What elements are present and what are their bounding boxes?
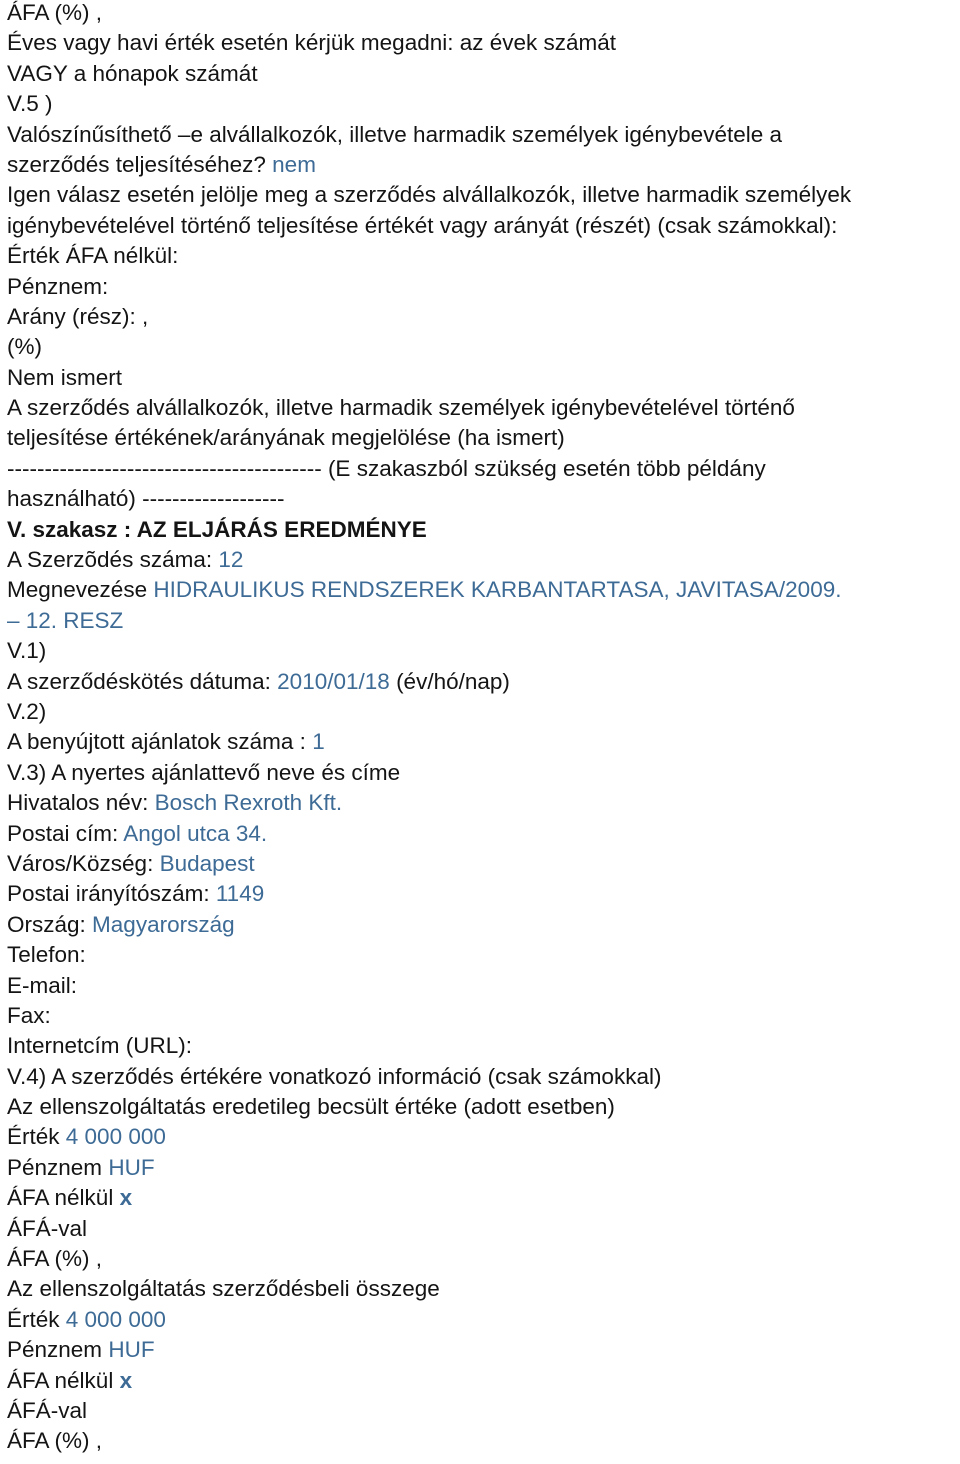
estimated-excl-vat-mark: x (119, 1185, 133, 1211)
contract-vat-rate-line: ÁFA (%) , (7, 1428, 103, 1454)
section-v3-heading: V.3) A nyertes ajánlattevő neve és címe (7, 759, 401, 785)
section-v-heading: V. szakasz : AZ ELJÁRÁS EREDMÉNYE (7, 516, 427, 542)
contract-value-line: Érték 4 000 000 (7, 1306, 166, 1332)
contract-title-line-cont (7, 606, 960, 636)
offers-count-line: A benyújtott ajánlatok száma : 1 (7, 729, 325, 755)
postal-address-line: Postai cím: Angol utca 34. (7, 820, 268, 846)
contract-number-line: A Szerzõdés száma: 12 (7, 547, 244, 573)
url-label: Internetcím (URL): (7, 1033, 193, 1059)
email-label: E-mail: (7, 972, 78, 998)
contract-number-value: 12 (218, 547, 244, 573)
postal-code-line: Postai irányítószám: 1149 (7, 881, 265, 907)
contract-value-heading: Az ellenszolgáltatás szerződésbeli összege (7, 1276, 440, 1302)
estimated-value: 4 000 000 (65, 1124, 166, 1150)
subcontract-instructions-cont: igénybevételével történő teljesítése értékét vagy arányát (részét) (csak számokkal): (7, 212, 838, 238)
section-v4-heading: V.4) A szerződés értékére vonatkozó információ (csak számokkal) (7, 1063, 662, 1089)
percent-label: (%) (7, 334, 42, 360)
annual-monthly-note: Éves vagy havi érték esetén kérjük megadni: az évek számát (7, 30, 617, 56)
subcontract-value-note: A szerződés alvállalkozók, illetve harmadik személyek igénybevételével történő (7, 395, 795, 421)
country-line: Ország: Magyarország (7, 911, 235, 937)
phone-label: Telefon: (7, 942, 86, 968)
contract-date-line: A szerződéskötés dátuma: 2010/01/18 (év/hó/nap) (7, 668, 510, 694)
estimated-value-heading: Az ellenszolgáltatás eredetileg becsült értéke (adott esetben) (7, 1094, 615, 1120)
contract-title-line: Megnevezése HIDRAULIKUS RENDSZEREK KARBANTARTASA, JAVITASA/2009. (7, 577, 842, 603)
subcontract-instructions: Igen válasz esetén jelölje meg a szerződés alvállalkozók, illetve harmadik személyek (7, 182, 852, 208)
official-name-line: Hivatalos név: Bosch Rexroth Kft. (7, 790, 343, 816)
estimated-value-line: Érték 4 000 000 (7, 1124, 166, 1150)
proportion-label: Arány (rész): , (7, 303, 149, 329)
contract-excl-vat-mark: x (119, 1367, 133, 1393)
estimated-incl-vat-line: ÁFÁ-val (7, 1215, 88, 1241)
contract-title-value: HIDRAULIKUS RENDSZEREK KARBANTARTASA, JAVITASA/2009. (153, 577, 842, 603)
contract-incl-vat-line: ÁFÁ-val (7, 1397, 88, 1423)
vat-rate-line: ÁFA (%) , (7, 0, 103, 25)
estimated-currency-line: Pénznem HUF (7, 1154, 155, 1180)
unknown-label: Nem ismert (7, 364, 123, 390)
contract-excl-vat-line: ÁFA nélkül x (7, 1367, 133, 1393)
subcontract-question: Valószínűsíthető –e alvállalkozók, illetve harmadik személyek igénybevétele a (7, 121, 782, 147)
estimated-excl-vat-line: ÁFA nélkül x (7, 1185, 133, 1211)
section-separator: ------------------------------------------ (E szakaszból szükség esetén több példány (7, 455, 766, 481)
postal-code-value: 1149 (215, 881, 265, 907)
contract-currency-line: Pénznem HUF (7, 1337, 155, 1363)
estimated-vat-rate-line: ÁFA (%) , (7, 1246, 103, 1272)
section-v2-label: V.2) (7, 698, 47, 724)
section-v5-label: V.5 ) (7, 91, 53, 117)
postal-address-value: Angol utca 34. (123, 820, 268, 846)
city-line: Város/Község: Budapest (7, 850, 255, 876)
section-v1-label: V.1) (7, 638, 47, 664)
subcontract-question-cont: szerződés teljesítéséhez? nem (7, 151, 316, 177)
country-value: Magyarország (92, 911, 235, 937)
subcontract-value-note-cont: teljesítése értékének/arányának megjelölése (ha ismert) (7, 425, 565, 451)
contract-value: 4 000 000 (65, 1306, 166, 1332)
subcontract-answer: nem (272, 151, 316, 177)
estimated-currency-value: HUF (108, 1154, 155, 1180)
value-excl-vat-label: Érték ÁFA nélkül: (7, 243, 179, 269)
fax-label: Fax: (7, 1002, 51, 1028)
annual-monthly-note-cont: VAGY a hónapok számát (7, 60, 258, 86)
contract-title-value-cont: – 12. RESZ (7, 607, 124, 633)
contract-currency-value: HUF (108, 1337, 155, 1363)
section-separator-cont: használható) ------------------- (7, 486, 285, 512)
city-value: Budapest (159, 850, 255, 876)
official-name-value: Bosch Rexroth Kft. (154, 790, 343, 816)
contract-date-value: 2010/01/18 (277, 668, 390, 694)
currency-label: Pénznem: (7, 273, 109, 299)
offers-count-value: 1 (312, 729, 325, 755)
